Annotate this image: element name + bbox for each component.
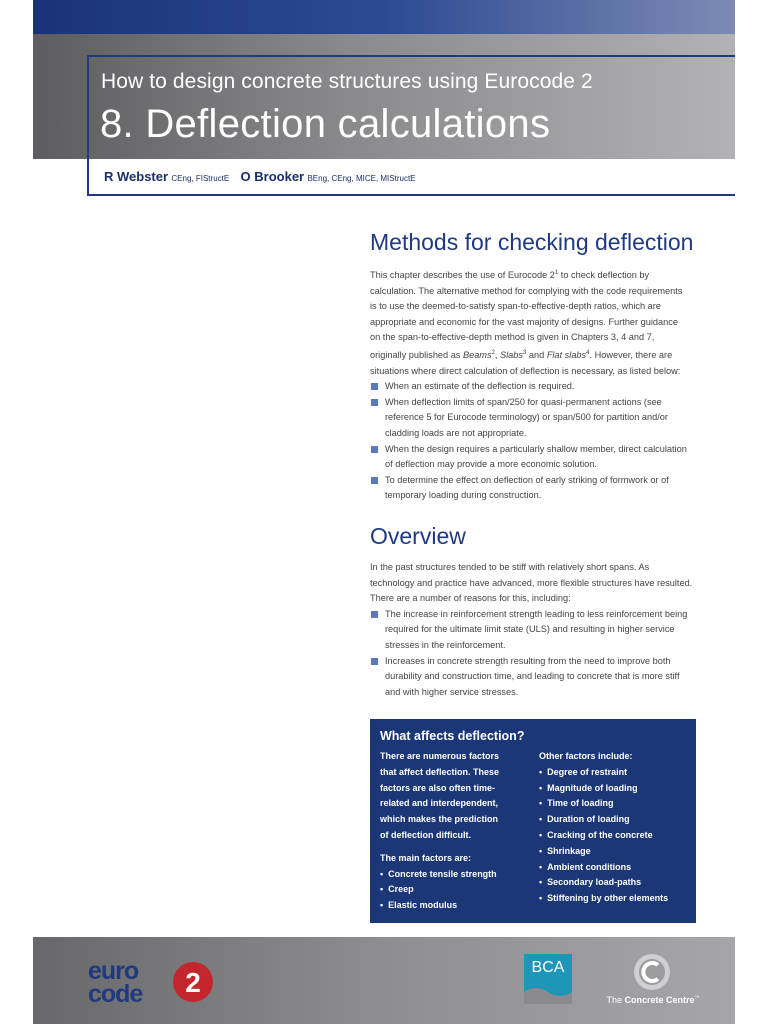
square-bullet-icon (371, 658, 378, 665)
square-bullet-icon (371, 477, 378, 484)
paragraph-line: There are a number of reasons for this, including: (370, 593, 571, 604)
list-item: • Concrete tensile strength (380, 867, 530, 883)
methods-bullet-list (370, 379, 698, 504)
publication-title: Flat slabs (546, 350, 587, 361)
paragraph-line: originally published as Beams$^2$, Slabs$^3$ and Flat slabs$^4$. However, there are (370, 350, 673, 361)
logo-digit: 2 (185, 967, 201, 998)
methods-section (370, 229, 698, 504)
main-factors-heading: The main factors are: (380, 852, 472, 863)
box-left-column (380, 749, 530, 914)
text-run: This chapter describes the use of Eurocode 2 (370, 270, 555, 281)
concrete-centre-wordmark (603, 995, 703, 1005)
overview-heading: Overview (370, 523, 466, 549)
list-item-line: To determine the effect on deflection of early striking of formwork or of (385, 474, 669, 485)
box-line: which makes the prediction (380, 814, 499, 825)
list-item-line: When an estimate of the deflection is required. (385, 381, 575, 392)
list-item: • Stiffening by other elements (539, 891, 691, 907)
list-item (370, 607, 698, 654)
text-run: and (528, 350, 545, 361)
box-line: of deflection difficult. (380, 829, 471, 840)
list-item: • Shrinkage (539, 844, 691, 860)
list-item: • Creep (380, 882, 530, 898)
authors-line (104, 169, 424, 184)
deflection-factors-box (370, 719, 696, 923)
list-item-line: When the design requires a particularly shallow member, direct calculation (385, 443, 687, 454)
square-bullet-icon (371, 446, 378, 453)
trademark-symbol: ™ (694, 995, 700, 1001)
list-item-line: cladding loads are not appropriate. (385, 428, 527, 439)
box-line: factors are also often time- (380, 782, 496, 793)
list-item-line: temporary loading during construction. (385, 490, 542, 501)
text-run: originally published as (370, 350, 463, 361)
list-item: • Secondary load-paths (539, 875, 691, 891)
square-bullet-icon (371, 383, 378, 390)
author-name: R Webster (104, 169, 169, 184)
box-line: related and interdependent, (380, 798, 499, 809)
methods-heading: Methods for checking deflection (370, 229, 694, 255)
list-item (370, 473, 698, 504)
list-item-line: When deflection limits of span/250 for quasi-permanent actions (see (385, 396, 662, 407)
box-line: that affect deflection. These (380, 766, 500, 777)
wordmark-name: Concrete Centre (624, 995, 695, 1005)
box-title: What affects deflection? (380, 729, 525, 743)
paragraph-line: In the past structures tended to be stiff with relatively short spans. As (370, 562, 650, 572)
list-item: • Elastic modulus (380, 898, 530, 914)
list-item-line: stresses in the reinforcement. (385, 639, 506, 650)
paragraph-line: on the span-to-effective-depth method is given in Chapters 3, 4 and 7, (370, 332, 655, 343)
list-item: • Magnitude of loading (539, 781, 691, 797)
list-item (370, 379, 698, 395)
paragraph-line: is to use the deemed-to-satisfy span-to-effective-depth ratios, which are (370, 301, 661, 312)
footer-band (33, 937, 735, 1024)
chapter-title: 8. Deflection calculations (100, 102, 551, 146)
box-right-column (539, 749, 691, 907)
list-item (370, 395, 698, 442)
methods-paragraph (370, 266, 698, 379)
other-factors-heading: Other factors include: (539, 751, 633, 761)
list-item (370, 442, 698, 473)
footnote-ref: 2 (491, 350, 495, 357)
text-run: to check deflection by (558, 270, 650, 281)
bca-logo-text: BCA (531, 959, 565, 976)
list-item-line: of deflection may provide a more economic solution. (385, 459, 597, 470)
header-top-band (33, 0, 735, 34)
paragraph-line (370, 266, 698, 284)
paragraph-line: technology and practice have advanced, more flexible structures have resulted. (370, 577, 693, 588)
list-item-line: durability and construction time, and leading to concrete that is more stiff (385, 671, 680, 682)
list-item (370, 654, 698, 701)
series-title: How to design concrete structures using Eurocode 2 (101, 70, 593, 93)
text-run: . However, there are (589, 350, 673, 361)
publication-title: Beams (462, 350, 492, 361)
wordmark-the: The (606, 995, 622, 1005)
list-item-line: The increase in reinforcement strength leading to less reinforcement being (385, 608, 688, 619)
document-page (33, 0, 735, 1024)
list-item: • Cracking of the concrete (539, 828, 691, 844)
list-item-line: reference 5 for Eurocode terminology) or span/500 for partition and/or (385, 412, 668, 423)
square-bullet-icon (371, 399, 378, 406)
author-name: O Brooker (240, 169, 305, 184)
publication-title: Slabs (500, 350, 523, 361)
overview-section (370, 523, 698, 700)
list-item: • Time of loading (539, 796, 691, 812)
footnote-ref: 4 (586, 350, 590, 357)
box-intro (380, 749, 530, 844)
overview-bullet-list (370, 607, 698, 701)
paragraph-line: calculation. The alternative method for complying with the code requirements (370, 285, 683, 296)
logo-text-code: code (88, 980, 143, 1007)
list-item-line: Increases in concrete strength resulting from the need to improve both (385, 655, 671, 666)
list-item-line: and with higher service stresses. (385, 686, 519, 697)
footnote-ref: 1 (554, 270, 559, 276)
list-item: • Degree of restraint (539, 765, 691, 781)
list-item: • Ambient conditions (539, 860, 691, 876)
footnote-ref: 3 (523, 350, 527, 357)
author-qualifications: BEng, CEng, MICE, MIStructE (307, 174, 416, 183)
square-bullet-icon (371, 611, 378, 618)
eurocode2-logo (86, 957, 216, 1007)
list-item-line: required for the ultimate limit state (ULS) and resulting in higher service (385, 624, 675, 635)
paragraph-line: appropriate and economic for the vast majority of designs. Further guidance (370, 316, 678, 327)
bca-logo (524, 954, 572, 1004)
author-qualifications: CEng, FIStructE (171, 174, 230, 183)
concrete-centre-c-icon (633, 953, 671, 991)
box-line: There are numerous factors (380, 751, 500, 761)
wave-icon (524, 984, 572, 1004)
overview-paragraph (370, 560, 698, 607)
main-factors-list (380, 867, 530, 914)
paragraph-line: situations where direct calculation of deflection is necessary, as listed below: (370, 365, 681, 376)
list-item: • Duration of loading (539, 812, 691, 828)
concrete-centre-logo (603, 951, 703, 1011)
other-factors-list (539, 765, 691, 907)
logo-text-euro: euro (88, 957, 139, 985)
